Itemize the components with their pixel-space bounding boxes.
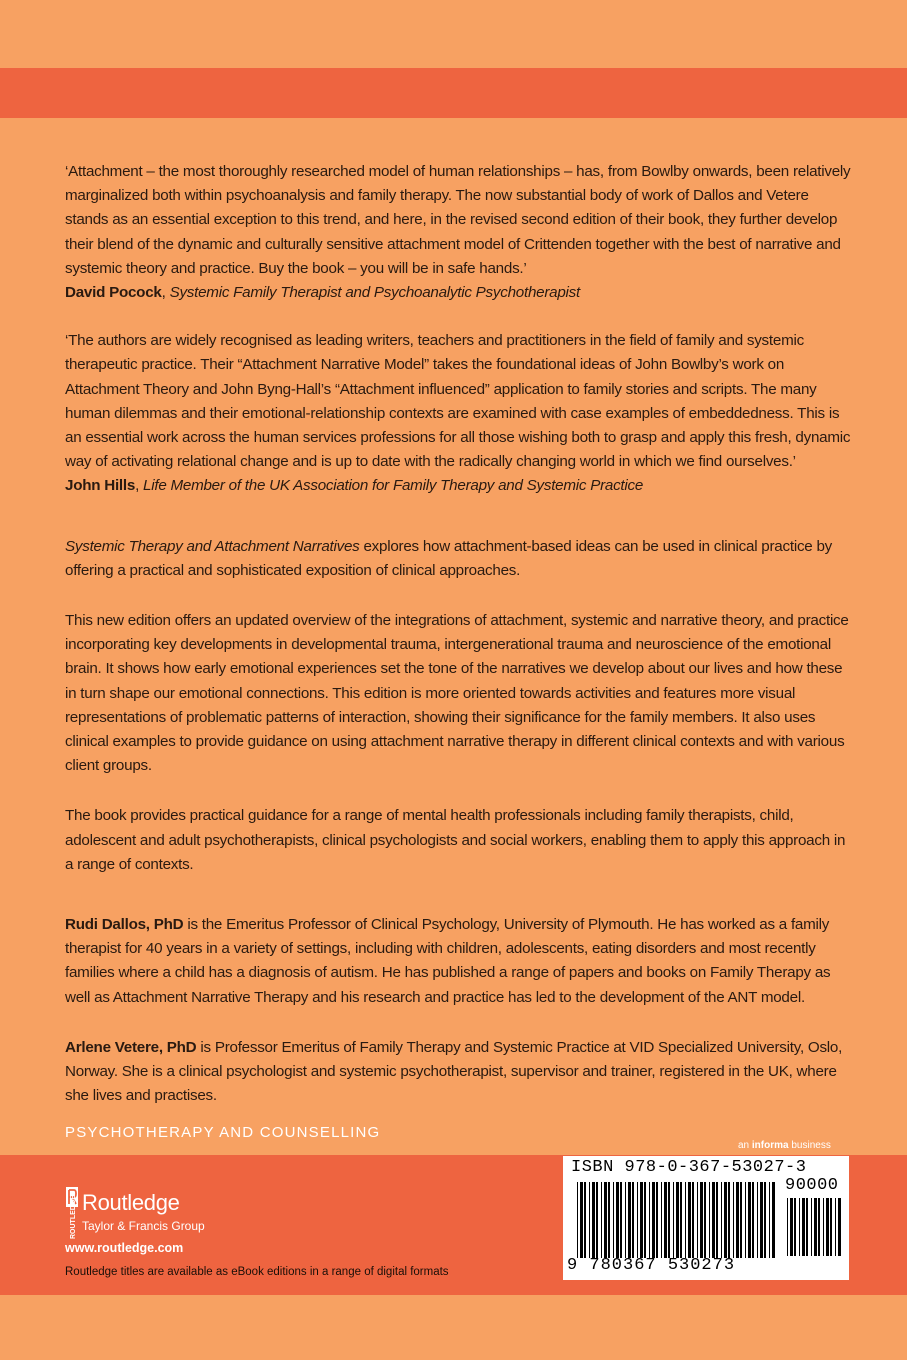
publisher-url[interactable]: www.routledge.com — [65, 1241, 184, 1255]
description-intro-text: explores how attachment-based ideas can be used in clinical practice by offering a practical and sophisticated exposition of clinical approaches. — [65, 537, 832, 579]
barcode-bar — [673, 1182, 674, 1258]
ebook-note: Routledge titles are available as eBook editions in a range of digital formats — [65, 1266, 449, 1278]
endorsement-2-quote: ‘The authors are widely recognised as leading writers, teachers and practitioners in the field of family and systemic therapeutic practice. Their “Attachment Narrative Model” takes the foundational ideas of John Bowlby’s work on Attachment Theory and John Byng-Hall’s “Attachment influenced” application to family stories and scripts. The many human dilemmas and their emotional-relationship contexts are examined with case examples of embeddedness. This is an essential work across the human services professions for all those wishing both to grasp and apply this fresh, dynamic way of activating relational change and is up to date with the radically changing world in which we find ourselves.’ — [65, 332, 851, 471]
barcode-bar — [652, 1182, 655, 1258]
back-cover-text — [65, 160, 855, 1135]
barcode-bar — [745, 1182, 746, 1258]
barcode-bar — [818, 1198, 820, 1256]
routledge-logo-text: ROUTLEDGE — [70, 1195, 77, 1239]
barcode-bar — [632, 1182, 634, 1258]
barcode-bar — [596, 1182, 598, 1258]
barcode-bar — [830, 1198, 832, 1256]
barcode-bar — [661, 1182, 662, 1258]
informa-prefix: an — [738, 1140, 752, 1151]
barcode-bar — [733, 1182, 734, 1258]
barcode-bar — [760, 1182, 763, 1258]
barcode-bar — [721, 1182, 722, 1258]
barcode-bar — [757, 1182, 758, 1258]
barcode-bar — [584, 1182, 586, 1258]
ean-digits: 9 780367 530273 — [567, 1256, 736, 1275]
endorsement-1-attribution: David Pocock, Systemic Family Therapist and Psychoanalytic Psychotherapist — [65, 284, 580, 302]
barcode-bar — [811, 1198, 812, 1256]
author-1-bio: is the Emeritus Professor of Clinical Psychology, University of Plymouth. He has worked as a family therapist for 40 years in a variety of settings, including with children, adolescents, eating disorders and most recently families where a child has a diagnosis of autism. He has published a range of papers and books on Family Therapy as well as Attachment Narrative Therapy and his research and practice has led to the development of the ANT model. — [65, 916, 831, 1006]
barcode-bar — [724, 1182, 727, 1258]
barcode-bar — [802, 1198, 805, 1256]
publisher-name: Routledge — [82, 1190, 180, 1215]
barcode-bar — [601, 1182, 602, 1258]
barcode-bar — [664, 1182, 667, 1258]
publisher-group: Taylor & Francis Group — [82, 1219, 205, 1233]
barcode-bar — [748, 1182, 751, 1258]
endorsement-2-attribution: John Hills, Life Member of the UK Association for Family Therapy and Systemic Practice — [65, 477, 644, 495]
barcode-bar — [799, 1198, 800, 1256]
barcode-bar — [640, 1182, 643, 1258]
barcode-bar — [697, 1182, 698, 1258]
barcode-bar — [823, 1198, 824, 1256]
barcode-bar — [668, 1182, 670, 1258]
barcode-bar — [700, 1182, 703, 1258]
subject-category: PSYCHOTHERAPY AND COUNSELLING — [65, 1124, 381, 1141]
endorsement-2-name: John Hills — [65, 477, 136, 495]
endorsement-2 — [65, 329, 855, 498]
barcode-bar — [814, 1198, 817, 1256]
barcode-bar — [740, 1182, 742, 1258]
author-bio-1 — [65, 913, 855, 1010]
barcode-bar — [685, 1182, 686, 1258]
barcode-bar — [608, 1182, 610, 1258]
barcode-bar — [613, 1182, 614, 1258]
barcode-bar — [637, 1182, 638, 1258]
price-addon-text: 90000 — [785, 1176, 839, 1195]
barcode-bar — [826, 1198, 829, 1256]
barcode-bar — [752, 1182, 754, 1258]
isbn-text: ISBN 978-0-367-53027-3 — [571, 1158, 807, 1177]
barcode-bar — [806, 1198, 808, 1256]
description-paragraph-2: This new edition offers an updated overview of the integrations of attachment, systemic and narrative theory, and practice incorporating key developments in developmental trauma, intergenerational trauma and neuroscience of the emotional brain. It shows how early emotional experiences set the tone of the narratives we develop about our lives and how these in turn shape our emotional connections. This edition is more oriented towards activities and features more visual representations of problematic patterns of interaction, showing their significance for the family members. It also uses clinical examples to provide guidance on using attachment narrative therapy in different clinical contexts and with various client groups. — [65, 612, 849, 775]
barcode-bar — [709, 1182, 710, 1258]
author-2-name: Arlene Vetere, PhD — [65, 1038, 197, 1056]
barcode-bar — [787, 1198, 788, 1256]
barcode-bar — [692, 1182, 694, 1258]
barcode-bar — [838, 1198, 841, 1256]
barcode-bar — [620, 1182, 622, 1258]
barcode-bar — [649, 1182, 650, 1258]
barcode-bar — [712, 1182, 715, 1258]
barcode-bar — [680, 1182, 682, 1258]
barcode-bar — [577, 1182, 578, 1258]
barcode-addon-bars — [787, 1198, 843, 1256]
barcode-bar — [772, 1182, 775, 1258]
barcode-bar — [625, 1182, 626, 1258]
book-title: Systemic Therapy and Attachment Narratives — [65, 537, 360, 555]
barcode-bar — [736, 1182, 739, 1258]
author-2-bio: is Professor Emeritus of Family Therapy and Systemic Practice at VID Specialized University, Oslo, Norway. She is a clinical psychologist and systemic psychotherapist, supervisor and trainer, registered in the UK, where she lives and practises. — [65, 1038, 843, 1105]
barcode-bar — [835, 1198, 836, 1256]
description-paragraph-3: The book provides practical guidance for a range of mental health professionals including family therapists, child, adolescent and adult psychotherapists, clinical psychologists and social workers, enabling them to apply this approach in a range of contexts. — [65, 807, 846, 873]
endorsement-2-role: Life Member of the UK Association for Family Therapy and Systemic Practice — [143, 477, 644, 495]
barcode-bar — [790, 1198, 793, 1256]
barcode-bar — [676, 1182, 679, 1258]
barcode-bar — [704, 1182, 706, 1258]
endorsement-1-name: David Pocock — [65, 284, 162, 302]
informa-business-note — [738, 1140, 831, 1151]
barcode-bar — [656, 1182, 658, 1258]
barcode-bar — [604, 1182, 607, 1258]
endorsement-1 — [65, 160, 855, 305]
informa-brand: informa — [751, 1140, 789, 1151]
top-color-band — [0, 68, 907, 118]
barcode-bar — [616, 1182, 619, 1258]
barcode-bar — [794, 1198, 796, 1256]
barcode-bar — [716, 1182, 718, 1258]
barcode-bar — [764, 1182, 766, 1258]
barcode-bar — [728, 1182, 730, 1258]
author-bio-2 — [65, 1036, 855, 1109]
endorsement-1-role: Systemic Family Therapist and Psychoanalytic Psychotherapist — [169, 284, 580, 302]
barcode-bars — [577, 1182, 777, 1258]
description-intro — [65, 535, 855, 583]
informa-suffix: business — [788, 1140, 831, 1151]
author-1-name: Rudi Dallos, PhD — [65, 916, 184, 934]
barcode-bar — [688, 1182, 691, 1258]
barcode-bar — [592, 1182, 595, 1258]
endorsement-1-quote: ‘Attachment – the most thoroughly researched model of human relationships – has, from Bowlby onwards, been relatively marginalized both within psychoanalysis and family therapy. The now substantial body of work of Dallos and Vetere stands as an essential exception to this trend, and here, in the revised second edition of their book, they further develop their blend of the dynamic and culturally sensitive attachment model of Crittenden together with the best of narrative and systemic theory and practice. Buy the book – you will be in safe hands.’ — [65, 163, 851, 277]
barcode-bar — [769, 1182, 770, 1258]
routledge-logo-icon — [66, 1187, 78, 1241]
barcode-bar — [628, 1182, 631, 1258]
barcode — [563, 1156, 849, 1280]
barcode-bar — [644, 1182, 646, 1258]
barcode-bar — [580, 1182, 583, 1258]
barcode-bar — [589, 1182, 590, 1258]
